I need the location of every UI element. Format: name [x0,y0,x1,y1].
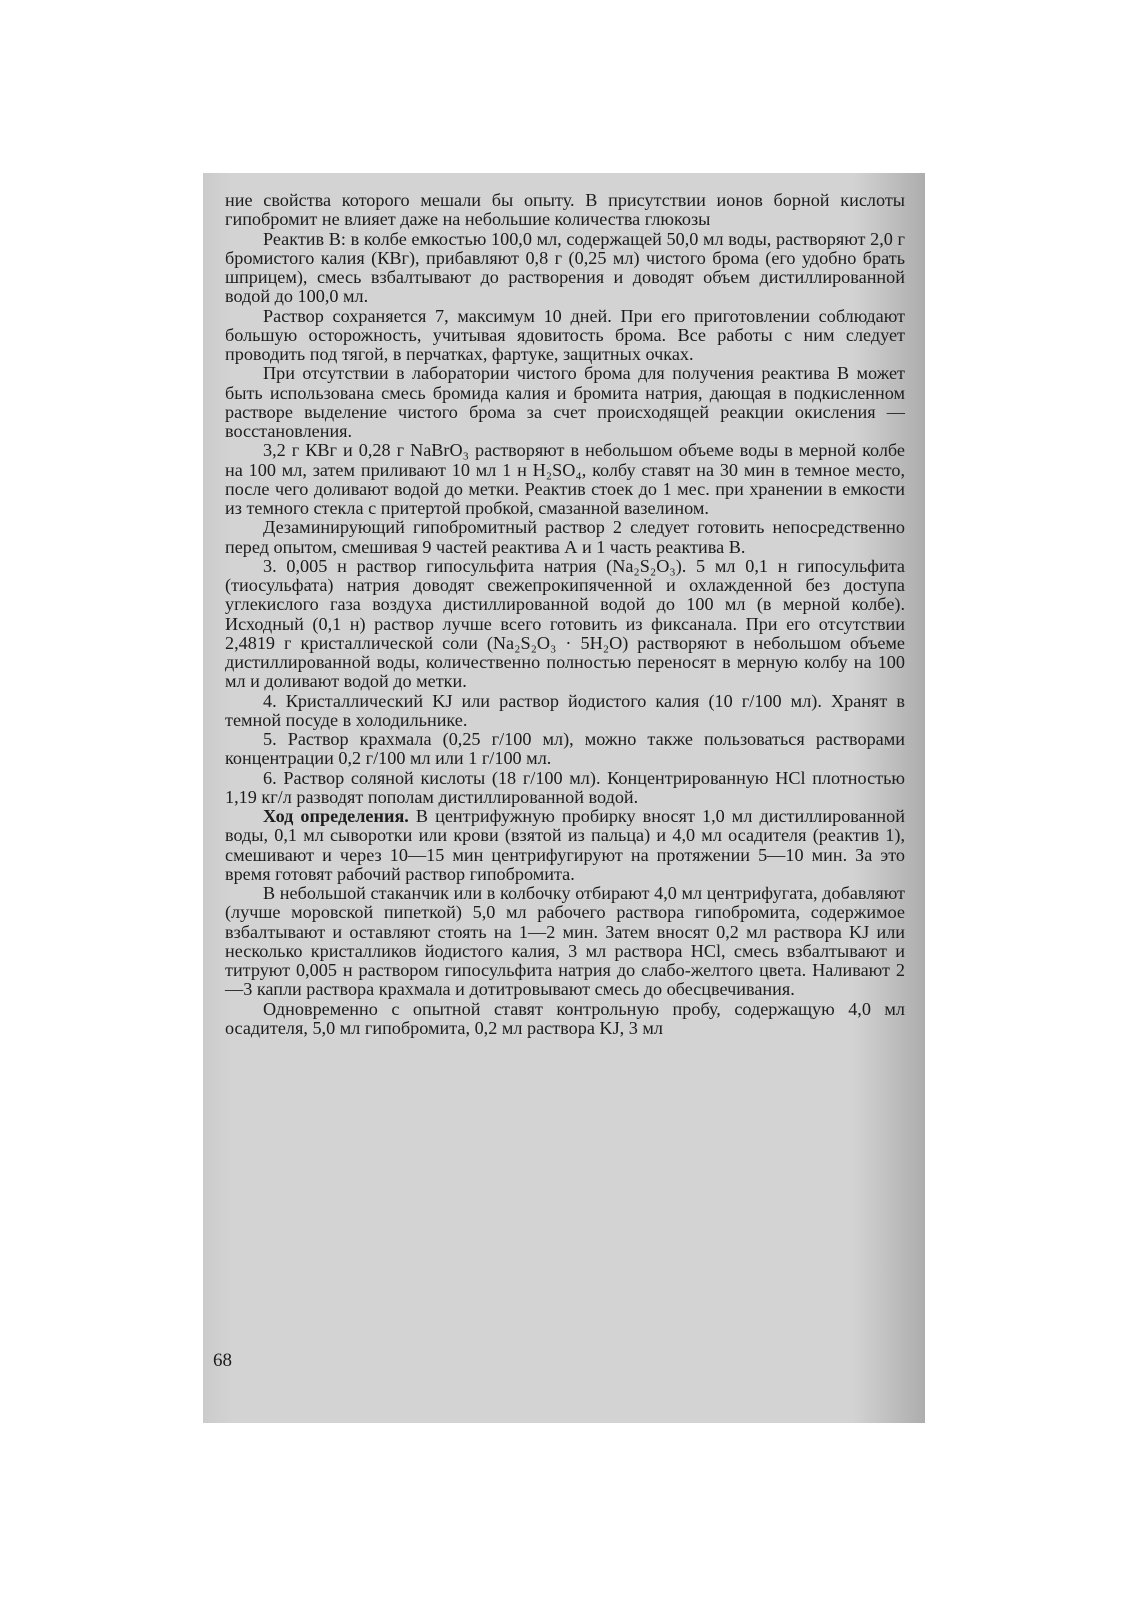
paragraph-titration: В небольшой стаканчик или в колбочку отбирают 4,0 мл центрифугата, добавляют (лучше моровской пипеткой) 5,0 мл рабочего раствора гипобромита, содержимое взбалтывают и оставляют стоять на 1—2 мин. Затем вносят 0,2 мл раствора KJ или несколько кристалликов йодистого калия, 3 мл раствора HCl, смесь взбалтывают и титруют 0,005 н раствором гипосульфита натрия до слабо-желтого цвета. Наливают 2—3 капли раствора крахмала и дотитровывают смесь до обесцвечивания. [225,883,905,1000]
page-body [225,191,905,1038]
paragraph-item-4: 4. Кристаллический KJ или раствор йодистого калия (10 г/100 мл). Хранят в темной посуде в холодильнике. [225,690,905,730]
procedure-heading: Ход определения. [263,806,409,826]
page-number: 68 [213,1350,232,1371]
paragraph-alternative: При отсутствии в лаборатории чистого брома для получения реактива В может быть использована смесь бромида калия и бромита натрия, дающая в подкисленном растворе выделение чистого брома за счет происходящей реакции окисления — восстановления. [225,363,905,441]
paragraph-procedure [225,807,905,884]
procedure-text: В центрифужную пробирку вносят 1,0 мл дистиллированной воды, 0,1 мл сыворотки или крови (взятой из пальца) и 4,0 мл осадителя (реактив 1), смешивают и через 10—15 мин центрифугируют на протяжении 5—10 мин. За это время готовят рабочий раствор гипобромита. [225,806,905,884]
paragraph-control: Одновременно с опытной ставят контрольную пробу, содержащую 4,0 мл осадителя, 5,0 мл гипобромита, 0,2 мл раствора KJ, 3 мл [225,998,905,1038]
paragraph-item-5: 5. Раствор крахмала (0,25 г/100 мл), можно также пользоваться растворами концентрации 0,2 г/100 мл или 1 г/100 мл. [225,729,905,769]
book-page [203,173,925,1423]
paragraph-kbr-recipe: 3,2 г КВг и 0,28 г NaBrO₃ растворяют в небольшом объеме воды в мерной колбе на 100 мл, затем приливают 10 мл 1 н H₂SO₄, колбу ставят на 30 мин в темное место, после чего доливают водой до метки. Реактив стоек до 1 мес. при хранении в емкости из темного стекла с притертой пробкой, смазанной вазелином. [225,440,905,518]
paragraph-item-3: 3. 0,005 н раствор гипосульфита натрия (Na₂S₂O₃). 5 мл 0,1 н гипосульфита (тиосульфата) натрия доводят свежепрокипяченной и охлажденной без доступа углекислого газа воздуха дистиллированной водой до 100 мл (в мерной колбе). Исходный (0,1 н) раствор лучше всего готовить из фиксанала. При его отсутствии 2,4819 г кристаллической соли (Na₂S₂O₃ · 5H₂O) растворяют в небольшом объеме дистиллированной воды, количественно полностью переносят в мерную колбу на 100 мл и доливают водой до метки. [225,555,905,692]
paragraph-item-6: 6. Раствор соляной кислоты (18 г/100 мл). Концентрированную HCl плотностью 1,19 кг/л разводят пополам дистиллированной водой. [225,767,905,807]
paragraph-reagent-b: Реактив В: в колбе емкостью 100,0 мл, содержащей 50,0 мл воды, растворяют 2,0 г бромистого калия (КВг), прибавляют 0,8 г (0,25 мл) чистого брома (его удобно брать шприцем), смесь взбалтывают до растворения и доводят объем дистиллированной водой до 100,0 мл. [225,228,905,307]
paragraph-deaminating-solution: Дезаминирующий гипобромитный раствор 2 следует готовить непосредственно перед опытом, смешивая 9 частей реактива А и 1 часть реактива В. [225,517,905,557]
paragraph-continuation: ние свойства которого мешали бы опыту. В присутствии ионов борной кислоты гипобромит не влияет даже на небольшие количества глюкозы [225,190,905,230]
paragraph-storage: Раствор сохраняется 7, максимум 10 дней. При его приготовлении соблюдают большую осторожность, учитывая ядовитость брома. Все работы с ним следует проводить под тягой, в перчатках, фартуке, защитных очках. [225,305,905,364]
